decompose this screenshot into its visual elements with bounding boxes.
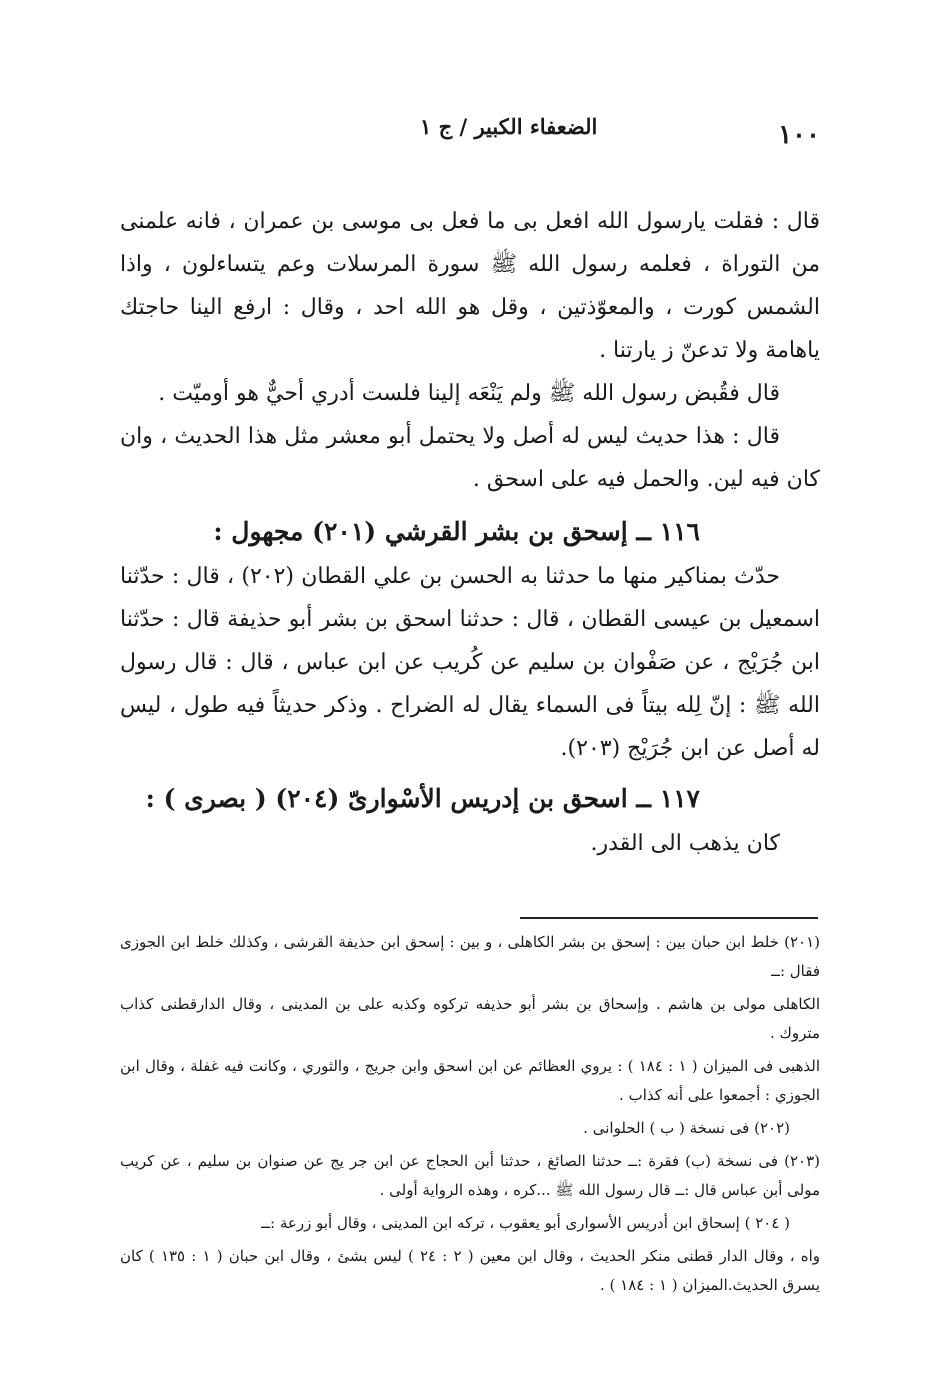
footnote-201-cont-2: الذهبى فى الميزان ( ١ : ١٨٤ ) : يروي العظائم عن ابن اسحق وابن جريج ، والثوري ، وكانت فيه غفلة ، وقال ابن الجوزي : أجمعوا على أنه كذاب . [120,1057,821,1104]
paragraph-4: حدّث بمناكير منها ما حدثنا به الحسن بن علي القطان (٢٠٢) ، قال : حدّثنا اسمعيل بن عيسى القطان ، قال : حدثنا اسحق بن بشر أبو حذيفة قال : حدّثنا ابن جُرَيْج ، عن صَفْوان بن سليم عن كُريب عن ابن عباس ، قال : قال رسول الله ﷺ : إنّ لِله بيتاً فى السماء يقال له الضراح . وذكر حديثاً فيه طول ، ليس له أصل عن ابن جُرَيْج (٢٠٣). [120,564,820,761]
footnote-divider [520,917,818,919]
footnote-201: (٢٠١) خلط ابن حبان بين : إسحق بن بشر الكاهلى ، و بين : إسحق ابن حذيفة القرشى ، وكذلك خلط ابن الجوزى فقال :ــ [120,933,820,980]
paragraph-2: قال فقُبض رسول الله ﷺ ولم يَنْعَه إلينا فلست أدري أحيٌّ هو أوميّت . [158,381,780,406]
footnote-202: (٢٠٢) فى نسخة ( ب ) الحلوانى . [583,1119,790,1137]
paragraph-3: قال : هذا حديث ليس له أصل ولا يحتمل أبو معشر مثل هذا الحديث ، وان كان فيه لين. والحمل فيه على اسحق . [120,424,820,492]
page-number: ١٠٠ [778,120,820,150]
main-text [120,200,820,865]
paragraph-1: قال : فقلت يارسول الله افعل بى ما فعل بى موسى بن عمران ، فانه علمنى من التوراة ، فعلمه رسول الله ﷺ سورة المرسلات وعم يتساءلون ، واذا الشمس كورت ، والمعوّذتين ، وقل هو الله احد ، وقال : ارفع الينا حاجتك ياهامة ولا تدعنّ ز يارتنا . [120,209,820,363]
page-header [120,112,820,152]
entry-heading-116: ١١٦ ــ إسحق بن بشر القرشي (٢٠١) مجهول : [213,517,700,546]
footnote-203: (٢٠٣) فى نسخة (ب) فقرة :ــ حدثنا الصائغ ، حدثنا أبن الحجاج عن ابن جر يج عن صنوان بن سليم ، عن كريب مولى أبن عباس قال :ــ قال رسول الله ﷺ ...كره ، وهذه الرواية أولى . [120,1152,820,1199]
running-head: الضعفاء الكبير / ج ١ [420,114,598,139]
footnote-204: ( ٢٠٤ ) إسحاق ابن أدريس الأسوارى أبو يعقوب ، تركه ابن المدينى ، وقال أبو زرعة :ــ [261,1214,790,1232]
entry-heading-117: ١١٧ ــ اسحق بن إدريس الأسْوارىّ (٢٠٤) ( بصرى ) : [145,784,700,813]
footnote-201-cont-1: الكاهلى مولى بن هاشم . وإسحاق بن بشر أبو حذيفه تركوه وكذبه على بن المدينى ، وقال الدارقطنى كذاب متروك . [120,995,820,1042]
footnote-204-cont: واه ، وقال الدار قطنى منكر الحديث ، وقال ابن معين ( ٢ : ٢٤ ) ليس بشئ ، وقال ابن حبان ( ١ : ١٣٥ ) كان يسرق الحديث.الميزان ( ١ : ١٨٤ ) . [120,1247,821,1294]
footnotes [120,928,820,1304]
paragraph-5: كان يذهب الى القدر. [590,831,780,856]
